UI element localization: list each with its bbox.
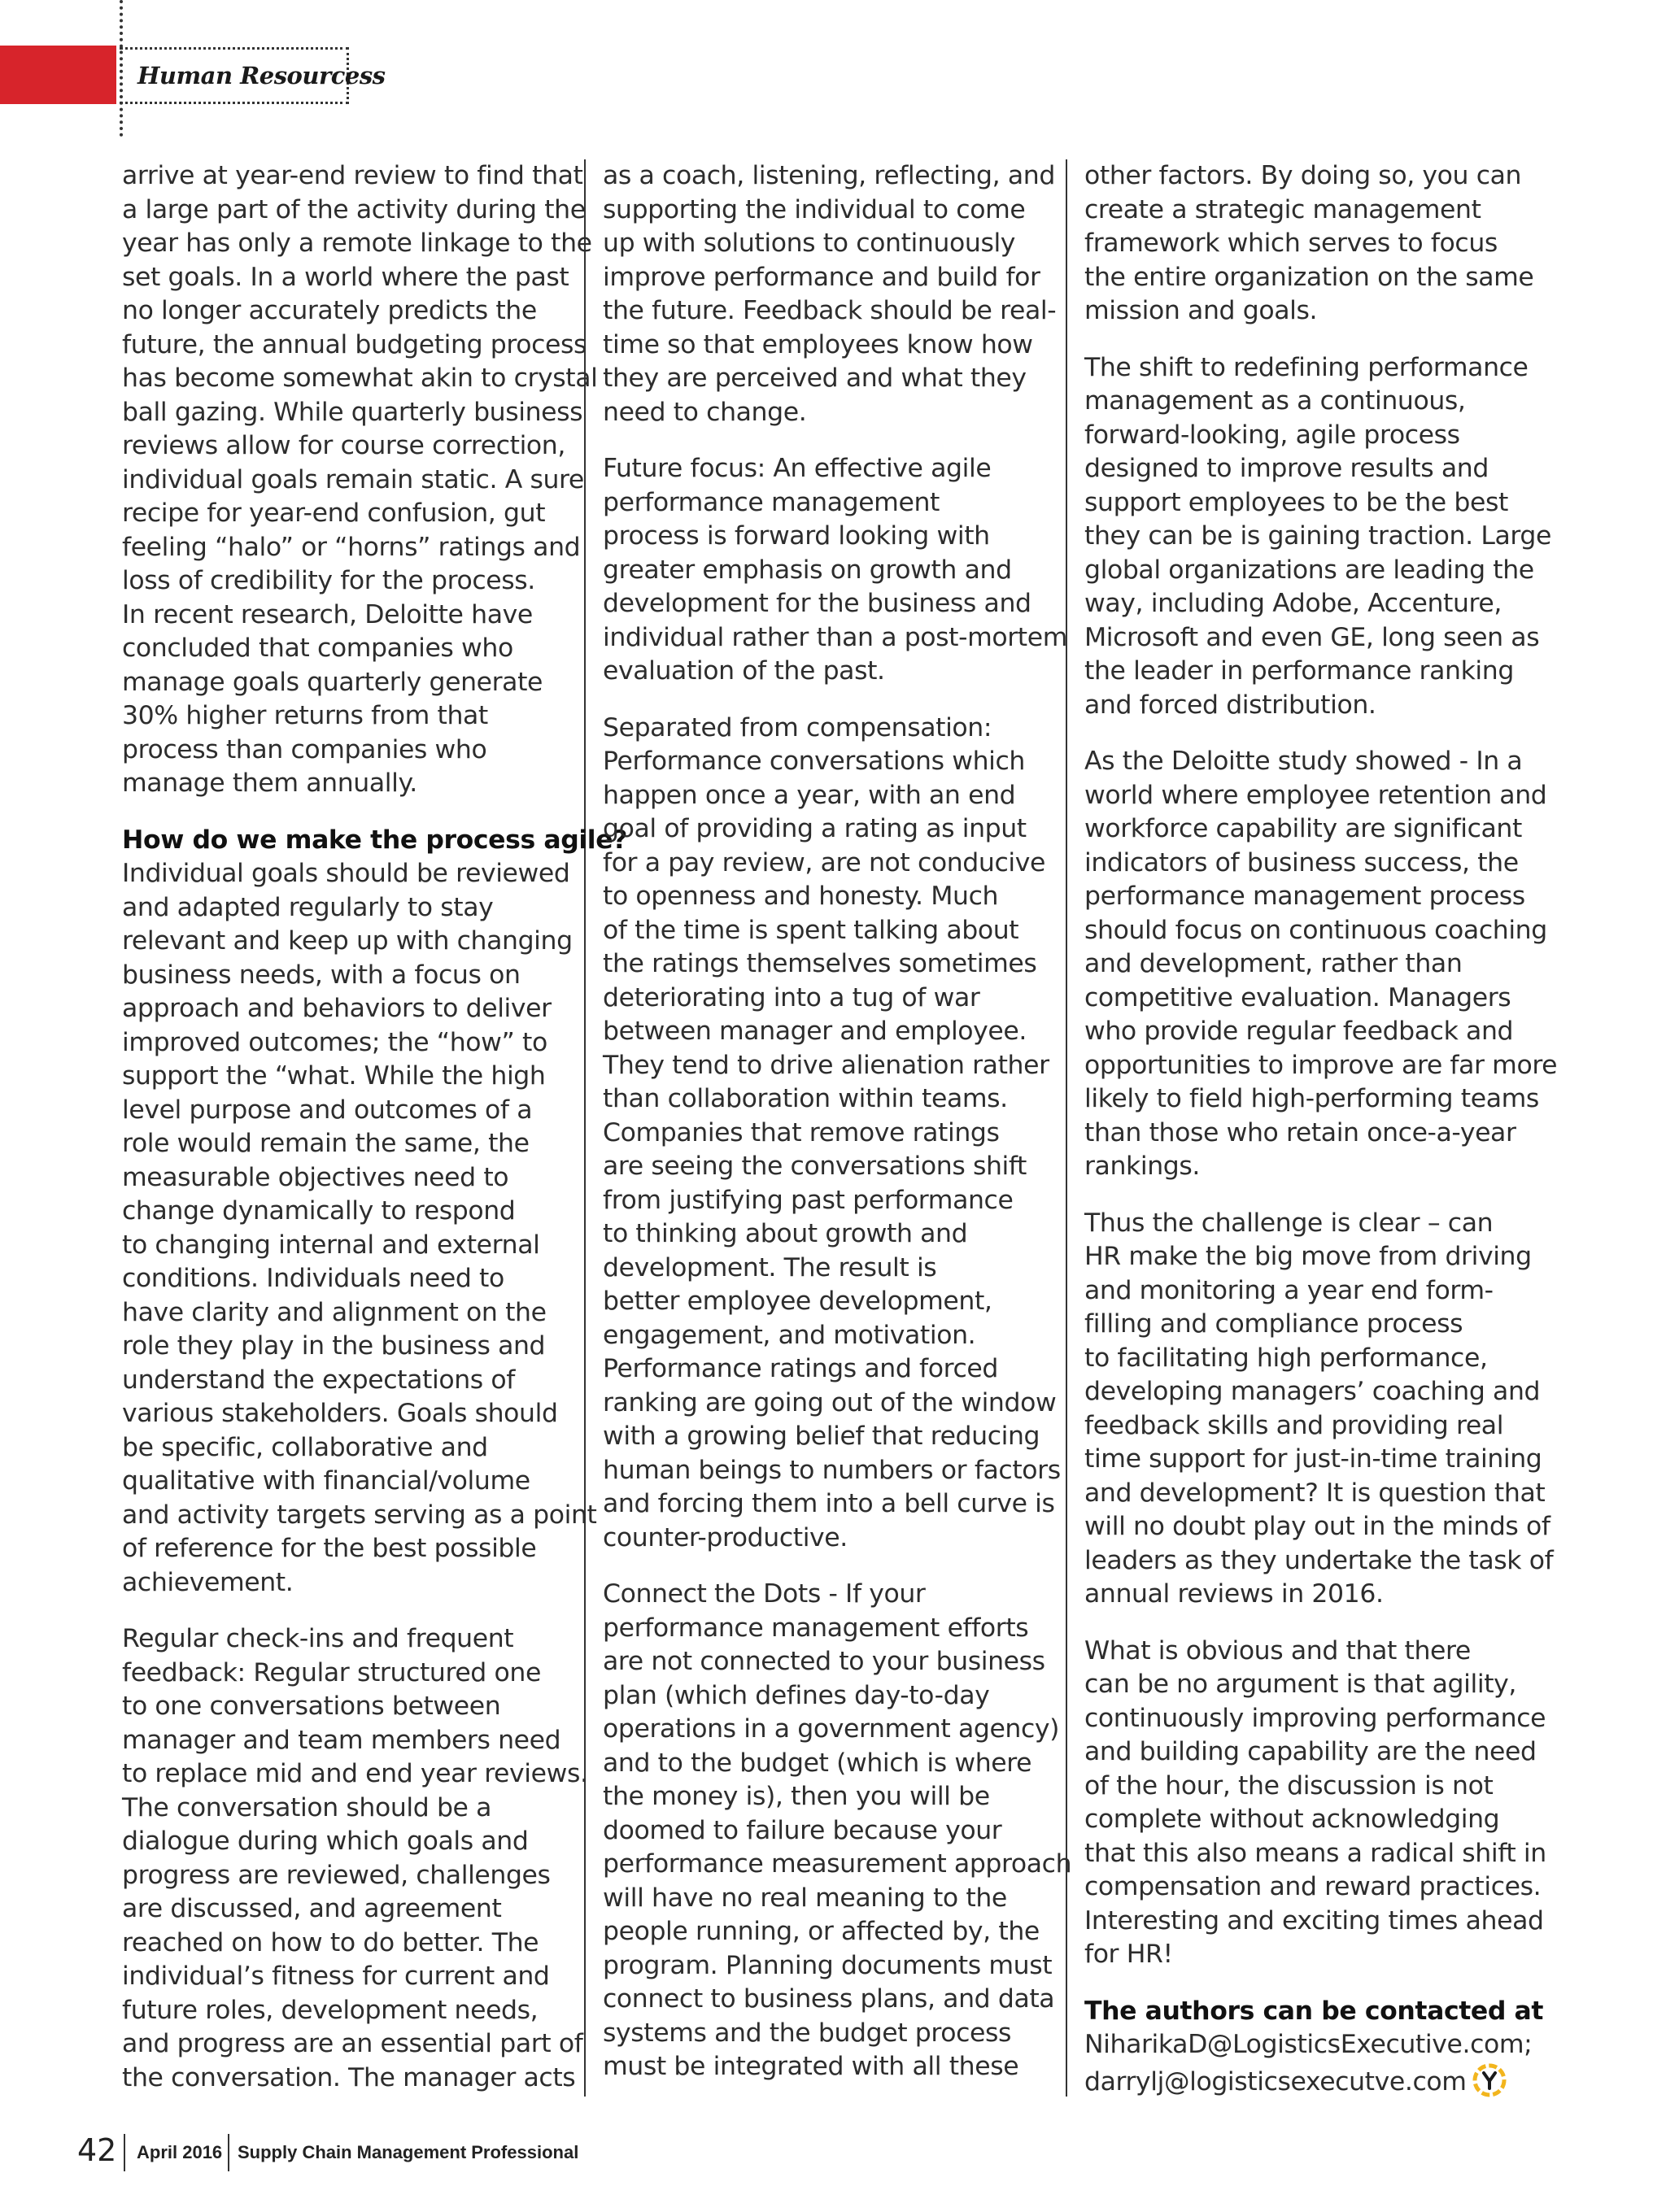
text-line: Performance ratings and forced [603,1354,998,1383]
text-line: the leader in performance ranking [1084,656,1514,686]
text-column-3 [1084,159,1558,2097]
text-line: world where employee retention and [1084,780,1547,810]
text-line: the entire organization on the same [1084,262,1534,292]
text-column-2 [603,159,1072,2095]
text-line: achievement. [122,1567,294,1597]
text-line: Thus the challenge is clear – can [1084,1208,1494,1238]
text-line: are not connected to your business [603,1647,1045,1676]
text-line: manage goals quarterly generate [122,667,543,697]
text-line: developing managers’ coaching and [1084,1377,1541,1406]
text-column-1 [122,159,628,2095]
text-line: darrylj@logisticsexecutve.com [1084,2066,1467,2097]
text-line: feeling “halo” or “horns” ratings and [122,532,581,562]
paragraph [122,159,598,801]
text-line: concluded that companies who [122,634,513,663]
text-line: NiharikaD@LogisticsExecutive.com; [1084,2030,1533,2059]
paragraph [122,824,628,1600]
text-line: likely to field high-performing teams [1084,1084,1539,1113]
text-line: support the “what. While the high [122,1061,546,1091]
text-line: Individual goals should be reviewed [122,859,570,888]
text-line: are discussed, and agreement [122,1894,502,1923]
text-line: from justifying past performance [603,1185,1014,1215]
text-line: relevant and keep up with changing [122,926,573,956]
text-line: various stakeholders. Goals should [122,1399,558,1428]
text-line: to facilitating high performance, [1084,1343,1488,1373]
text-line: who provide regular feedback and [1084,1017,1514,1046]
text-line: approach and behaviors to deliver [122,994,552,1023]
text-line: engagement, and motivation. [603,1320,976,1350]
text-line: than collaboration within teams. [603,1084,1008,1113]
text-line: They tend to drive alienation rather [603,1050,1049,1080]
text-line: In recent research, Deloitte have [122,599,533,629]
section-label: Human Resourcess [137,62,386,89]
text-line: will have no real meaning to the [603,1883,1007,1913]
text-line: opportunities to improve are far more [1084,1050,1558,1080]
text-line: performance management efforts [603,1613,1029,1643]
text-line: up with solutions to continuously [603,229,1016,258]
text-line: and activity targets serving as a point [122,1500,597,1530]
column-divider [584,159,586,2097]
text-line: manage them annually. [122,769,417,798]
text-line: Interesting and exciting times ahead [1084,1905,1544,1936]
text-line: systems and the budget process [603,2018,1012,2048]
text-line: development for the business and [603,589,1031,618]
text-line: and adapted regularly to stay [122,892,494,922]
text-line: and forcing them into a bell curve is [603,1489,1055,1518]
text-line: people running, or affected by, the [603,1917,1040,1946]
text-line: and development, rather than [1084,949,1463,978]
text-line: and development? It is question that [1084,1478,1546,1508]
text-line: arrive at year-end review to find that [122,161,583,190]
text-line: change dynamically to respond [122,1196,516,1226]
text-line: can be no argument is that agility, [1084,1670,1517,1699]
text-line: and building capability are the need [1084,1737,1537,1766]
text-line: the ratings themselves sometimes [603,949,1037,978]
text-line: workforce capability are significant [1084,814,1522,843]
text-line: compensation and reward practices. [1084,1872,1542,1901]
text-line: ranking are going out of the window [603,1387,1057,1417]
paragraph [603,159,1055,429]
text-line: global organizations are leading the [1084,555,1534,585]
text-line: performance management process [1084,882,1525,911]
text-line: future, the annual budgeting process [122,329,587,359]
text-line: level purpose and outcomes of a [122,1095,533,1125]
text-line: than those who retain once-a-year [1084,1117,1516,1147]
paragraph-heading: The authors can be contacted at [1084,1996,1544,2026]
text-line: role they play in the business and [122,1331,546,1361]
text-line: have clarity and alignment on the [122,1297,547,1327]
text-line: HR make the big move from driving [1084,1242,1532,1271]
text-line: and progress are an essential part of [122,2029,583,2058]
text-line: process than companies who [122,734,487,764]
text-line: counter-productive. [603,1522,848,1552]
text-line: annual reviews in 2016. [1084,1579,1384,1609]
text-line: a large part of the activity during the [122,194,586,224]
text-line: must be integrated with all these [603,2052,1019,2081]
text-line: Regular check-ins and frequent [122,1624,514,1653]
text-line: set goals. In a world where the past [122,262,569,292]
text-line: operations in a government agency) [603,1714,1060,1744]
text-line: need to change. [603,397,807,427]
text-line: business needs, with a focus on [122,960,521,990]
text-line: and forced distribution. [1084,690,1376,720]
text-line: The shift to redefining performance [1084,352,1529,382]
text-line: they are perceived and what they [603,364,1027,393]
text-line: management as a continuous, [1084,386,1466,416]
text-line: of reference for the best possible [122,1534,537,1563]
text-line: measurable objectives need to [122,1162,509,1192]
text-line: plan (which defines day-to-day [603,1680,990,1710]
text-line: to thinking about growth and [603,1219,968,1248]
text-line: feedback: Regular structured one [122,1657,541,1687]
text-line: of the hour, the discussion is not [1084,1770,1494,1801]
text-line: and to the budget (which is where [603,1748,1032,1778]
text-line: indicators of business success, the [1084,847,1519,877]
text-line: individual goals remain static. A sure [122,464,584,494]
paragraph [1084,351,1551,723]
text-line: are seeing the conversations shift [603,1152,1027,1181]
text-line: for a pay review, are not conducive [603,847,1045,877]
paragraph [1084,1635,1546,1972]
paragraph [1084,745,1558,1184]
text-line: progress are reviewed, challenges [122,1860,551,1890]
text-line: human beings to numbers or factors [603,1455,1061,1485]
text-line: forward-looking, agile process [1084,420,1460,450]
text-line: they can be is gaining traction. Large [1084,521,1551,551]
section-label-box [120,47,386,104]
text-line: evaluation of the past. [603,656,885,686]
text-line: has become somewhat akin to crystal [122,364,598,393]
column-divider [1066,159,1067,2097]
text-line: What is obvious and that there [1084,1635,1471,1666]
text-line: and monitoring a year end form- [1084,1275,1494,1305]
text-line: no longer accurately predicts the [122,296,537,325]
text-line: feedback skills and providing real [1084,1410,1504,1440]
text-line: competitive evaluation. Managers [1084,982,1511,1012]
text-line: mission and goals. [1084,296,1318,325]
end-of-article-logo-icon [1472,2062,1507,2098]
text-line: deteriorating into a tug of war [603,982,980,1012]
text-line: performance management [603,487,940,517]
text-line: role would remain the same, the [122,1129,530,1158]
text-line: reviews allow for course correction, [122,431,565,460]
issue-date: April 2016 [137,2142,223,2162]
text-line: supporting the individual to come [603,194,1026,224]
text-line: create a strategic management [1084,194,1481,224]
section-color-band [0,46,116,104]
text-line: should focus on continuous coaching [1084,915,1547,945]
text-line: development. The result is [603,1252,937,1282]
paragraph [603,712,1061,1556]
text-line: to openness and honesty. Much [603,882,999,911]
paragraph [603,1578,1072,2084]
text-line: individual’s fitness for current and [122,1962,550,1991]
text-line: improved outcomes; the “how” to [122,1027,547,1057]
text-line: Separated from compensation: [603,712,992,742]
text-line: framework which serves to focus [1084,229,1498,258]
text-line: 30% higher returns from that [122,701,488,730]
text-line: Performance conversations which [603,747,1025,776]
text-line: doomed to failure because your [603,1815,1002,1845]
text-line: goal of providing a rating as input [603,814,1027,843]
paragraph [1084,1995,1544,2100]
text-line: complete without acknowledging [1084,1805,1500,1834]
text-line: for HR! [1084,1940,1173,1969]
text-line: support employees to be the best [1084,487,1508,517]
text-line: happen once a year, with an end [603,780,1016,810]
text-line: conditions. Individuals need to [122,1264,504,1293]
paragraph [1084,1207,1554,1612]
text-line: qualitative with financial/volume [122,1466,530,1496]
text-line: greater emphasis on growth and [603,555,1012,585]
text-line: process is forward looking with [603,521,990,551]
text-line: improve performance and build for [603,262,1040,292]
publication-name: Supply Chain Management Professional [238,2142,579,2162]
text-line: to replace mid and end year reviews. [122,1759,588,1788]
text-line: Connect the Dots - If your [603,1579,926,1609]
text-line: with a growing belief that reducing [603,1422,1040,1451]
footer-divider [228,2134,229,2171]
text-line: year has only a remote linkage to the [122,229,592,258]
text-line: between manager and employee. [603,1017,1027,1046]
text-line: reached on how to do better. The [122,1927,539,1957]
text-line: that this also means a radical shift in [1084,1838,1546,1868]
text-line: time support for just-in-time training [1084,1444,1542,1474]
text-line: recipe for year-end confusion, gut [122,499,546,528]
text-line: Future focus: An effective agile [603,454,992,483]
paragraph [1084,159,1537,329]
text-line: time so that employees know how [603,329,1033,359]
text-line: connect to business plans, and data [603,1984,1055,2014]
text-line: be specific, collaborative and [122,1432,488,1462]
text-line: filling and compliance process [1084,1309,1463,1339]
text-line: performance measurement approach [603,1849,1072,1879]
text-line: better employee development, [603,1287,992,1316]
paragraph [603,452,1068,689]
text-line: will no doubt play out in the minds of [1084,1512,1550,1541]
text-line: individual rather than a post-mortem [603,622,1068,652]
text-line: future roles, development needs, [122,1995,539,2025]
text-line: manager and team members need [122,1725,561,1755]
text-line: The conversation should be a [122,1792,492,1822]
text-line: dialogue during which goals and [122,1827,529,1856]
line-with-end-mark [1084,2062,1537,2100]
paragraph [122,1622,588,2095]
text-line: understand the expectations of [122,1365,515,1395]
paragraph-heading: How do we make the process agile? [122,825,628,855]
text-line: Microsoft and even GE, long seen as [1084,622,1540,652]
text-line: leaders as they undertake the task of [1084,1545,1554,1575]
text-line: rankings. [1084,1152,1200,1181]
text-line: the conversation. The manager acts [122,2062,576,2092]
text-line: program. Planning documents must [603,1950,1053,1980]
text-line: as a coach, listening, reflecting, and [603,161,1055,190]
text-line: to one conversations between [122,1692,501,1721]
text-line: As the Deloitte study showed - In a [1084,747,1523,776]
footer-divider [124,2134,125,2171]
text-line: ball gazing. While quarterly business [122,397,583,427]
text-line: designed to improve results and [1084,454,1489,483]
text-line: of the time is spent talking about [603,915,1019,945]
text-line: the money is), then you will be [603,1782,990,1811]
text-line: Companies that remove ratings [603,1117,1000,1147]
text-line: way, including Adobe, Accenture, [1084,589,1502,618]
text-line: to changing internal and external [122,1230,540,1260]
page-number: 42 [77,2132,117,2168]
text-line: other factors. By doing so, you can [1084,161,1522,190]
text-line: continuously improving performance [1084,1703,1546,1733]
text-line: the future. Feedback should be real- [603,296,1057,325]
text-line: loss of credibility for the process. [122,566,535,595]
